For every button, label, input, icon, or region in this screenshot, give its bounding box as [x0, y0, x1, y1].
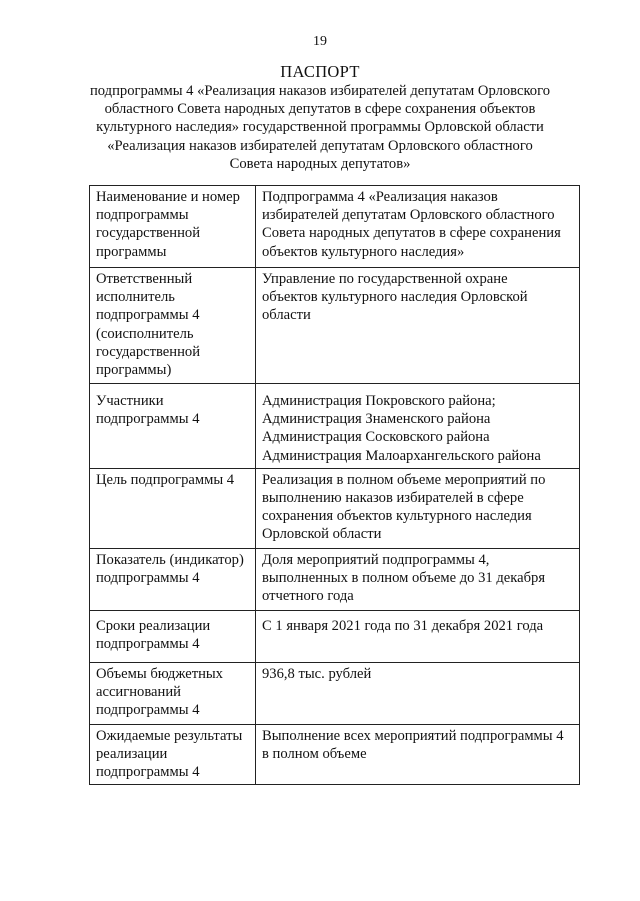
subtitle-line: Совета народных депутатов» — [229, 155, 411, 172]
row-label-cell — [90, 662, 256, 724]
value-line: области — [262, 307, 311, 324]
label-line: Участники — [96, 393, 164, 409]
label-line: Ответственный — [96, 271, 193, 287]
label-line: Ожидаемые результаты — [96, 727, 243, 744]
value-line: Подпрограмма 4 «Реализация наказов — [262, 189, 498, 205]
row-label-cell — [90, 724, 256, 785]
table-row — [90, 384, 580, 469]
label-line: государственной — [96, 225, 201, 242]
row-value-cell — [256, 384, 580, 469]
row-value-cell — [256, 548, 580, 610]
row-label-cell — [90, 610, 256, 662]
subtitle-line: подпрограммы 4 «Реализация наказов избирателей депутатам Орловского — [89, 83, 551, 99]
row-value-cell — [256, 186, 580, 268]
document-title: ПАСПОРТ — [280, 62, 360, 81]
table-row — [90, 610, 580, 662]
table-row — [90, 724, 580, 785]
label-line: (соисполнитель — [96, 325, 194, 342]
label-line: государственной — [96, 343, 201, 360]
value-line: Доля мероприятий подпрограммы 4, — [262, 551, 490, 568]
label-line: подпрограммы 4 — [96, 570, 200, 587]
label-line: исполнитель — [96, 289, 175, 306]
label-line: Сроки реализации — [96, 617, 211, 634]
label-line: реализации — [96, 746, 168, 763]
value-line: в полном объеме — [262, 746, 367, 763]
value-line: Управление по государственной охране — [262, 271, 508, 287]
table-row — [90, 468, 580, 548]
label-line: ассигнований — [96, 684, 181, 701]
passport-table — [89, 185, 580, 785]
value-line: избирателей депутатам Орловского областного — [262, 207, 555, 224]
label-line: подпрограммы 4 — [96, 411, 200, 428]
value-line: Администрация Знаменского района — [262, 411, 491, 428]
value-line: сохранения объектов культурного наследия — [262, 508, 532, 525]
value-line: С 1 января 2021 года по 31 декабря 2021 года — [262, 617, 544, 634]
value-line: выполнению наказов избирателей в сфере — [262, 490, 524, 507]
value-line: выполненных в полном объеме до 31 декабря — [262, 570, 546, 587]
table-row — [90, 186, 580, 268]
label-line: программы) — [96, 362, 172, 379]
document-subtitle — [60, 82, 580, 173]
row-value-cell — [256, 610, 580, 662]
table-row — [90, 268, 580, 384]
label-line: Цель подпрограммы 4 — [96, 471, 235, 488]
value-line: Совета народных депутатов в сфере сохранения — [262, 225, 561, 242]
row-value-cell — [256, 468, 580, 548]
value-line: Орловской области — [262, 526, 382, 543]
subtitle-line: областного Совета народных депутатов в сфере сохранения объектов — [104, 101, 536, 118]
label-line: Объемы бюджетных — [96, 665, 223, 682]
table-row — [90, 548, 580, 610]
row-label-cell — [90, 268, 256, 384]
label-line: подпрограммы 4 — [96, 636, 200, 653]
value-line: объектов культурного наследия Орловской — [262, 289, 528, 306]
value-line: Администрация Малоархангельского района — [262, 447, 541, 464]
table-row — [90, 662, 580, 724]
subtitle-line: культурного наследия» государственной программы Орловской области — [96, 119, 544, 136]
row-label-cell — [90, 384, 256, 469]
value-line: Администрация Покровского района; — [262, 393, 496, 409]
label-line: программы — [96, 243, 167, 260]
label-line: подпрограммы 4 — [96, 764, 200, 781]
value-line: Выполнение всех мероприятий подпрограммы 4 — [262, 727, 564, 744]
value-line: Администрация Сосковского района — [262, 429, 490, 446]
value-line: объектов культурного наследия» — [262, 243, 465, 260]
row-value-cell — [256, 724, 580, 785]
page-number: 19 — [313, 34, 327, 49]
label-line: подпрограммы — [96, 207, 189, 224]
row-label-cell — [90, 548, 256, 610]
row-value-cell — [256, 268, 580, 384]
value-line: 936,8 тыс. рублей — [262, 665, 372, 682]
subtitle-line: «Реализация наказов избирателей депутатам Орловского областного — [107, 137, 533, 154]
row-label-cell — [90, 186, 256, 268]
label-line: подпрограммы 4 — [96, 307, 200, 324]
label-line: Показатель (индикатор) — [96, 551, 244, 568]
value-line: Реализация в полном объеме мероприятий по — [262, 471, 546, 488]
value-line: отчетного года — [262, 588, 354, 605]
label-line: Наименование и номер — [96, 189, 240, 205]
row-label-cell — [90, 468, 256, 548]
row-value-cell — [256, 662, 580, 724]
label-line: подпрограммы 4 — [96, 702, 200, 719]
